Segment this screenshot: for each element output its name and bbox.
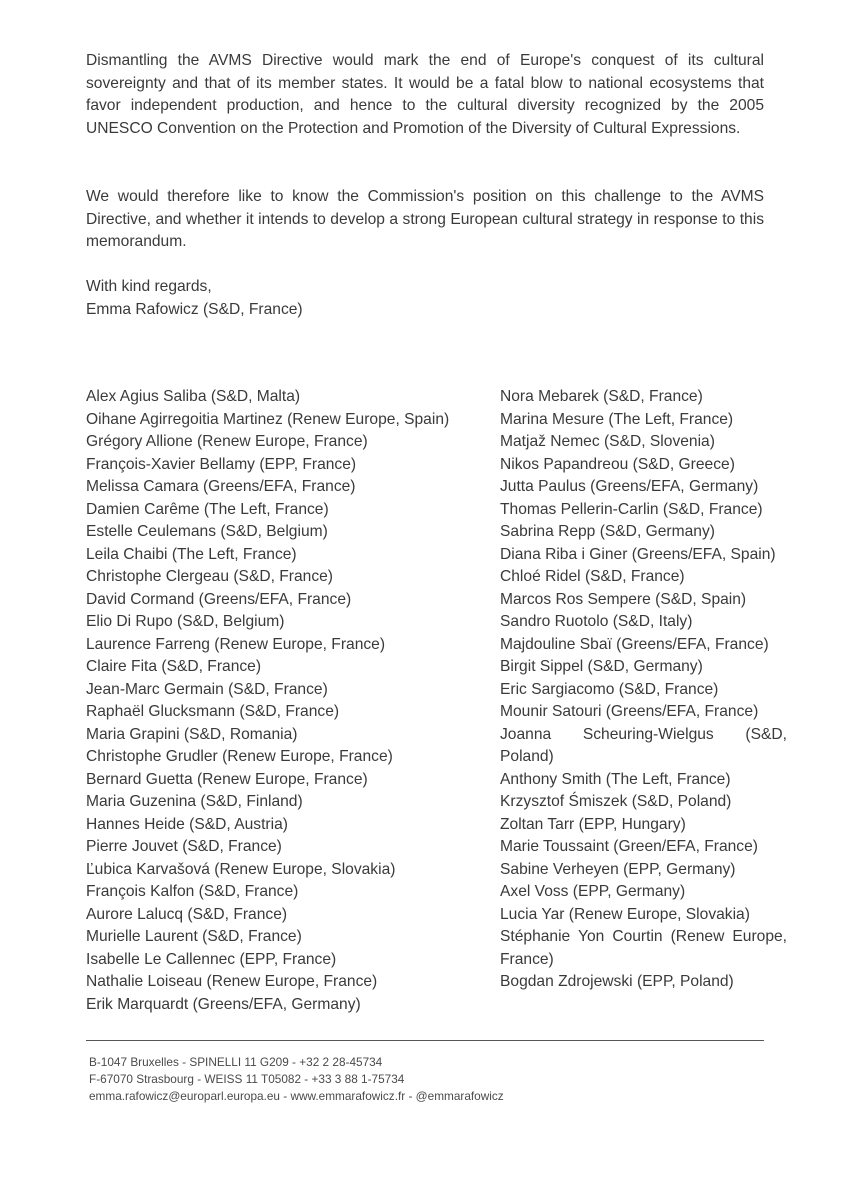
- signatory-right-17: Krzysztof Śmiszek (S&D, Poland): [500, 793, 732, 810]
- closing-salutation: With kind regards,: [86, 278, 212, 295]
- signatory-right-15: Joanna Scheuring-Wielgus (S&D, Poland): [500, 725, 787, 765]
- signatory-right-1: Marina Mesure (The Left, France): [500, 410, 734, 428]
- signatory-right-12: Birgit Sippel (S&D, Germany): [500, 658, 703, 675]
- signatory-left-17: Bernard Guetta (Renew Europe, France): [86, 770, 368, 788]
- signatory-right-13: Eric Sargiacomo (S&D, France): [500, 680, 719, 698]
- signatory-left-25: Isabelle Le Callennec (EPP, France): [86, 950, 337, 968]
- signatory-left-18: Maria Guzenina (S&D, Finland): [86, 793, 303, 810]
- signatory-right-0: Nora Mebarek (S&D, France): [500, 388, 703, 405]
- signatory-left-15: Maria Grapini (S&D, Romania): [86, 725, 298, 743]
- signatory-left-10: Elio Di Rupo (S&D, Belgium): [86, 613, 285, 630]
- signatory-right-6: Sabrina Repp (S&D, Germany): [500, 523, 715, 540]
- signatory-right-21: Axel Voss (EPP, Germany): [500, 883, 686, 900]
- signatory-left-26: Nathalie Loiseau (Renew Europe, France): [86, 973, 378, 990]
- signatory-right-5: Thomas Pellerin-Carlin (S&D, France): [500, 500, 763, 518]
- signatory-left-16: Christophe Grudler (Renew Europe, France): [86, 748, 393, 765]
- signatories-left-column: [86, 386, 481, 1016]
- signatory-left-5: Damien Carême (The Left, France): [86, 500, 329, 518]
- signatory-right-18: Zoltan Tarr (EPP, Hungary): [500, 815, 686, 833]
- signatory-left-24: Murielle Laurent (S&D, France): [86, 928, 302, 945]
- signatory-right-7: Diana Riba i Giner (Greens/EFA, Spain): [500, 545, 776, 563]
- letter-closing: [86, 276, 303, 321]
- signatory-left-20: Pierre Jouvet (S&D, France): [86, 838, 282, 855]
- signatory-right-24: Bogdan Zdrojewski (EPP, Poland): [500, 973, 734, 990]
- signatory-right-23: Stéphanie Yon Courtin (Renew Europe, France): [500, 928, 787, 968]
- signatory-left-27: Erik Marquardt (Greens/EFA, Germany): [86, 995, 361, 1013]
- signatory-right-9: Marcos Ros Sempere (S&D, Spain): [500, 590, 747, 608]
- signatory-left-11: Laurence Farreng (Renew Europe, France): [86, 635, 386, 653]
- footer-strasbourg-address: F-67070 Strasbourg - WEISS 11 T05082 - +33 3 88 1-75734: [89, 1072, 405, 1086]
- signatory-left-9: David Cormand (Greens/EFA, France): [86, 590, 352, 608]
- signatory-left-13: Jean-Marc Germain (S&D, France): [86, 680, 328, 698]
- footer-brussels-address: B-1047 Bruxelles - SPINELLI 11 G209 - +32 2 28-45734: [89, 1055, 383, 1069]
- author-signature: Emma Rafowicz (S&D, France): [86, 300, 303, 318]
- signatory-left-12: Claire Fita (S&D, France): [86, 658, 262, 675]
- signatory-right-2: Matjaž Nemec (S&D, Slovenia): [500, 433, 715, 450]
- signatory-right-8: Chloé Ridel (S&D, France): [500, 568, 685, 585]
- signatory-left-7: Leila Chaibi (The Left, France): [86, 545, 297, 563]
- letter-paragraph-2: We would therefore like to know the Commission's position on this challenge to the AVMS Directive, and whether it intends to develop a strong European cultural strategy in response to this memorandum.: [86, 188, 764, 250]
- signatory-left-14: Raphaël Glucksmann (S&D, France): [86, 703, 340, 720]
- signatory-left-8: Christophe Clergeau (S&D, France): [86, 568, 334, 585]
- signatories-right-column: [500, 386, 787, 994]
- signatory-right-4: Jutta Paulus (Greens/EFA, Germany): [500, 478, 759, 495]
- signatory-right-10: Sandro Ruotolo (S&D, Italy): [500, 613, 693, 630]
- signatory-right-20: Sabine Verheyen (EPP, Germany): [500, 860, 736, 878]
- signatory-left-3: François-Xavier Bellamy (EPP, France): [86, 455, 357, 473]
- signatory-right-14: Mounir Satouri (Greens/EFA, France): [500, 703, 759, 720]
- letter-paragraph-1: Dismantling the AVMS Directive would mark the end of Europe's conquest of its cultural sovereignty and that of its member states. It would be a fatal blow to national ecosystems that favor independent production, and hence to the cultural diversity recognized by the 2005 UNESCO Convention on the Protection and Promotion of the Diversity of Cultural Expressions.: [86, 52, 764, 137]
- footer-contact: emma.rafowicz@europarl.europa.eu - www.emmarafowicz.fr - @emmarafowicz: [89, 1089, 504, 1103]
- signatory-left-2: Grégory Allione (Renew Europe, France): [86, 433, 368, 450]
- signatory-right-22: Lucia Yar (Renew Europe, Slovakia): [500, 905, 750, 923]
- signatory-left-4: Melissa Camara (Greens/EFA, France): [86, 478, 356, 495]
- signatory-right-11: Majdouline Sbaï (Greens/EFA, France): [500, 635, 769, 653]
- signatory-right-19: Marie Toussaint (Green/EFA, France): [500, 838, 758, 855]
- signatory-left-19: Hannes Heide (S&D, Austria): [86, 815, 288, 833]
- footer: [89, 1054, 504, 1105]
- signatory-right-3: Nikos Papandreou (S&D, Greece): [500, 455, 735, 473]
- signatory-left-21: Ľubica Karvašová (Renew Europe, Slovakia): [86, 860, 396, 878]
- signatory-left-0: Alex Agius Saliba (S&D, Malta): [86, 388, 301, 405]
- signatory-right-16: Anthony Smith (The Left, France): [500, 770, 731, 788]
- signatory-left-6: Estelle Ceulemans (S&D, Belgium): [86, 523, 328, 540]
- signatory-left-23: Aurore Lalucq (S&D, France): [86, 905, 288, 923]
- footer-divider: [86, 1040, 764, 1041]
- signatory-left-1: Oihane Agirregoitia Martinez (Renew Europe, Spain): [86, 410, 450, 428]
- signatory-left-22: François Kalfon (S&D, France): [86, 883, 299, 900]
